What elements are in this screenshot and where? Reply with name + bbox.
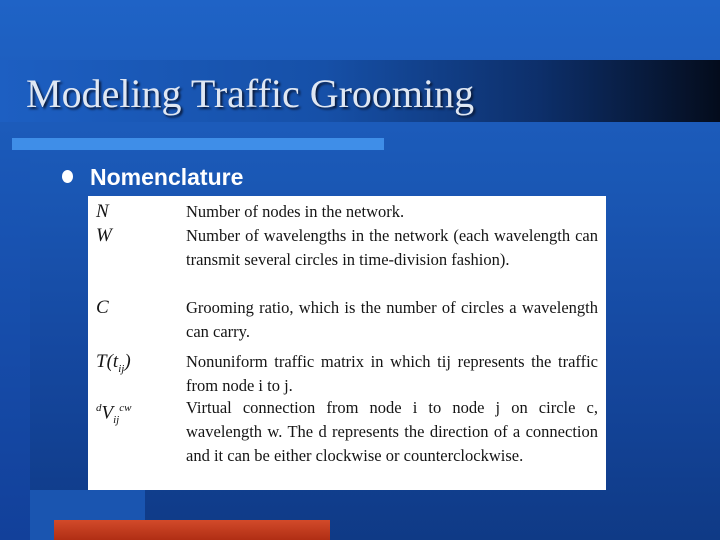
bullet-text: Nomenclature: [90, 164, 244, 190]
nomenclature-description: Number of nodes in the network.: [186, 202, 405, 221]
bottom-accent-bar: [54, 520, 330, 540]
nomenclature-description: Nonuniform traffic matrix in which tij represents the traffic from node i to j.: [186, 352, 598, 395]
nomenclature-symbol: W: [96, 225, 112, 246]
title-underline: [12, 138, 384, 150]
nomenclature-description: Virtual connection from node i to node j on circle c, wavelength w. The d represents the direction of a connection and it can be either clockwise or counterclockwise.: [186, 398, 598, 465]
nomenclature-description: Number of wavelengths in the network (each wavelength can transmit several circles in time-division fashion).: [186, 226, 598, 269]
nomenclature-description: Grooming ratio, which is the number of circles a wavelength can carry.: [186, 298, 598, 341]
nomenclature-symbol: C: [96, 297, 109, 318]
nomenclature-table: [88, 196, 606, 490]
nomenclature-symbol-matrix: $T(t_{ij})$: [96, 351, 131, 375]
slide-title: Modeling Traffic Grooming: [26, 71, 475, 116]
left-decor-band: [0, 150, 30, 540]
nomenclature-symbol: N: [96, 201, 109, 222]
bullet-dot-icon: [62, 170, 73, 183]
nomenclature-symbol-connection: $^dV_{ij}^{cw}$: [96, 402, 132, 427]
